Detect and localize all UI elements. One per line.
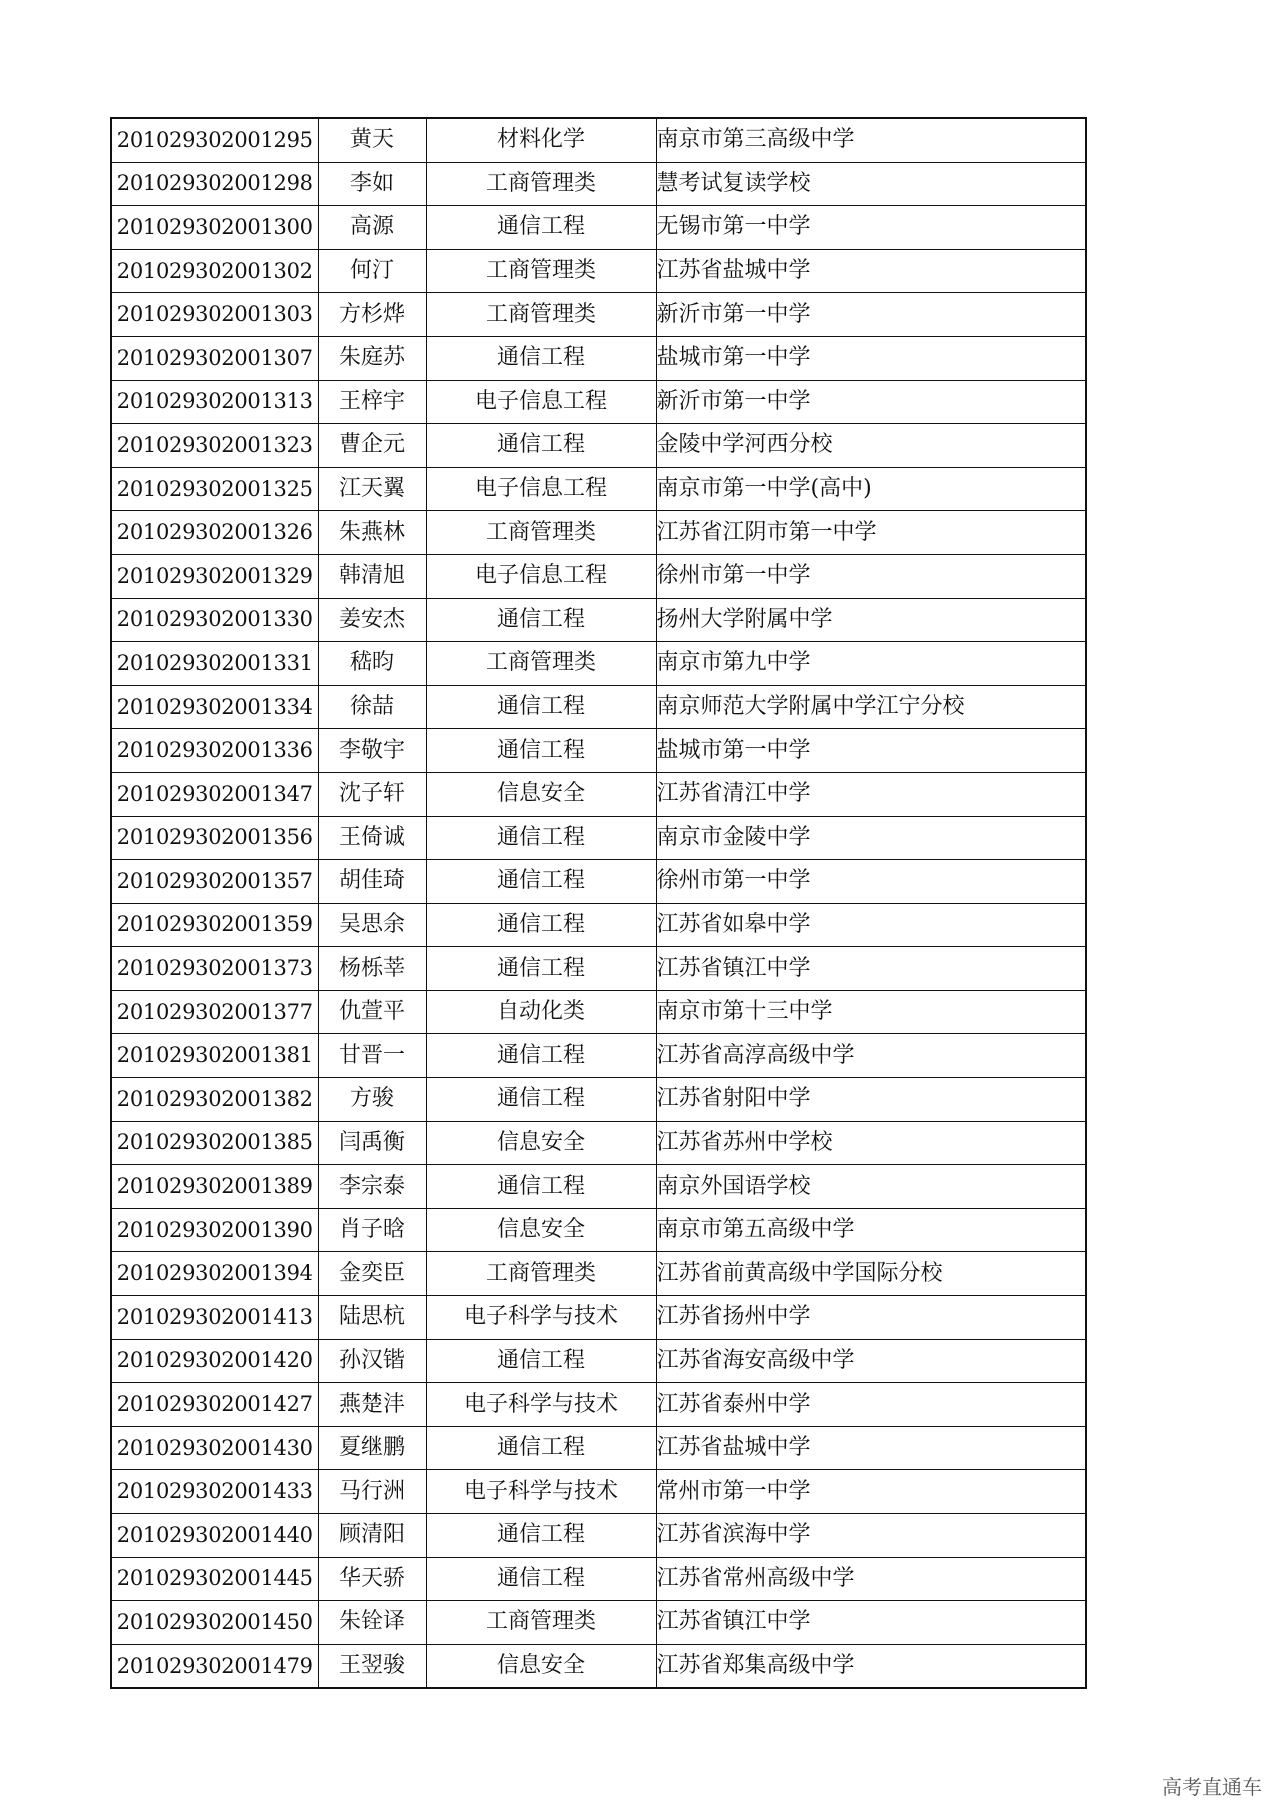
candidate-id-cell: 201029302001357 [111, 860, 318, 904]
school-cell: 扬州大学附属中学 [656, 598, 1086, 642]
major-cell: 通信工程 [426, 1426, 656, 1470]
school-cell: 新沂市第一中学 [656, 293, 1086, 337]
major-cell: 信息安全 [426, 1644, 656, 1688]
candidate-id-cell: 201029302001329 [111, 554, 318, 598]
major-cell: 通信工程 [426, 816, 656, 860]
candidate-id-cell: 201029302001300 [111, 206, 318, 250]
candidate-id-cell: 201029302001331 [111, 642, 318, 686]
major-cell: 工商管理类 [426, 1601, 656, 1645]
candidate-id-cell: 201029302001394 [111, 1252, 318, 1296]
major-cell: 工商管理类 [426, 642, 656, 686]
table-row [111, 249, 1086, 293]
name-cell: 王梓宇 [318, 380, 426, 424]
candidate-id-cell: 201029302001381 [111, 1034, 318, 1078]
table-row [111, 990, 1086, 1034]
school-cell: 江苏省常州高级中学 [656, 1557, 1086, 1601]
table-row [111, 554, 1086, 598]
candidate-id-cell: 201029302001323 [111, 424, 318, 468]
table-row [111, 380, 1086, 424]
major-cell: 电子科学与技术 [426, 1470, 656, 1514]
table-row [111, 1208, 1086, 1252]
candidate-id-cell: 201029302001313 [111, 380, 318, 424]
table-row [111, 118, 1086, 162]
candidate-id-cell: 201029302001325 [111, 467, 318, 511]
name-cell: 孙汉锴 [318, 1339, 426, 1383]
school-cell: 江苏省盐城中学 [656, 249, 1086, 293]
candidate-id-cell: 201029302001440 [111, 1514, 318, 1558]
school-cell: 江苏省江阴市第一中学 [656, 511, 1086, 555]
table-row [111, 1383, 1086, 1427]
name-cell: 曹企元 [318, 424, 426, 468]
candidate-id-cell: 201029302001347 [111, 772, 318, 816]
major-cell: 通信工程 [426, 1339, 656, 1383]
major-cell: 电子信息工程 [426, 467, 656, 511]
candidate-id-cell: 201029302001373 [111, 947, 318, 991]
school-cell: 南京市金陵中学 [656, 816, 1086, 860]
school-cell: 新沂市第一中学 [656, 380, 1086, 424]
name-cell: 朱燕林 [318, 511, 426, 555]
major-cell: 电子信息工程 [426, 554, 656, 598]
name-cell: 江天翼 [318, 467, 426, 511]
school-cell: 江苏省泰州中学 [656, 1383, 1086, 1427]
table-row [111, 685, 1086, 729]
table-row [111, 162, 1086, 206]
major-cell: 电子信息工程 [426, 380, 656, 424]
school-cell: 江苏省郑集高级中学 [656, 1644, 1086, 1688]
name-cell: 仇萱平 [318, 990, 426, 1034]
school-cell: 江苏省滨海中学 [656, 1514, 1086, 1558]
candidate-id-cell: 201029302001377 [111, 990, 318, 1034]
major-cell: 通信工程 [426, 903, 656, 947]
school-cell: 南京市第九中学 [656, 642, 1086, 686]
name-cell: 沈子轩 [318, 772, 426, 816]
candidate-id-cell: 201029302001382 [111, 1078, 318, 1122]
name-cell: 徐喆 [318, 685, 426, 729]
school-cell: 常州市第一中学 [656, 1470, 1086, 1514]
candidate-id-cell: 201029302001420 [111, 1339, 318, 1383]
school-cell: 南京市第十三中学 [656, 990, 1086, 1034]
name-cell: 杨栎莘 [318, 947, 426, 991]
name-cell: 李敬宇 [318, 729, 426, 773]
name-cell: 吴思余 [318, 903, 426, 947]
name-cell: 黄天 [318, 118, 426, 162]
name-cell: 肖子晗 [318, 1208, 426, 1252]
candidate-id-cell: 201029302001298 [111, 162, 318, 206]
candidate-id-cell: 201029302001413 [111, 1296, 318, 1340]
major-cell: 工商管理类 [426, 293, 656, 337]
major-cell: 信息安全 [426, 1121, 656, 1165]
table-row [111, 903, 1086, 947]
candidate-id-cell: 201029302001356 [111, 816, 318, 860]
candidate-id-cell: 201029302001303 [111, 293, 318, 337]
table-row [111, 1557, 1086, 1601]
table-row [111, 947, 1086, 991]
table-row [111, 1078, 1086, 1122]
school-cell: 盐城市第一中学 [656, 336, 1086, 380]
name-cell: 韩清旭 [318, 554, 426, 598]
school-cell: 江苏省镇江中学 [656, 947, 1086, 991]
watermark: 高考直通车 [1162, 1775, 1262, 1799]
major-cell: 通信工程 [426, 1557, 656, 1601]
name-cell: 姜安杰 [318, 598, 426, 642]
candidate-id-cell: 201029302001433 [111, 1470, 318, 1514]
school-cell: 盐城市第一中学 [656, 729, 1086, 773]
table-row [111, 816, 1086, 860]
major-cell: 信息安全 [426, 772, 656, 816]
school-cell: 南京市第三高级中学 [656, 118, 1086, 162]
major-cell: 通信工程 [426, 424, 656, 468]
major-cell: 通信工程 [426, 1034, 656, 1078]
name-cell: 闫禹衡 [318, 1121, 426, 1165]
major-cell: 电子科学与技术 [426, 1383, 656, 1427]
school-cell: 无锡市第一中学 [656, 206, 1086, 250]
table-row [111, 1034, 1086, 1078]
major-cell: 通信工程 [426, 336, 656, 380]
school-cell: 江苏省扬州中学 [656, 1296, 1086, 1340]
school-cell: 江苏省海安高级中学 [656, 1339, 1086, 1383]
name-cell: 华天骄 [318, 1557, 426, 1601]
major-cell: 通信工程 [426, 860, 656, 904]
candidate-id-cell: 201029302001295 [111, 118, 318, 162]
table-row [111, 1514, 1086, 1558]
admission-table [110, 117, 1087, 1689]
table-row [111, 206, 1086, 250]
candidate-id-cell: 201029302001307 [111, 336, 318, 380]
name-cell: 朱铨译 [318, 1601, 426, 1645]
table-row [111, 1644, 1086, 1688]
major-cell: 通信工程 [426, 1078, 656, 1122]
table-row [111, 772, 1086, 816]
major-cell: 通信工程 [426, 1514, 656, 1558]
major-cell: 自动化类 [426, 990, 656, 1034]
table-row [111, 467, 1086, 511]
name-cell: 方骏 [318, 1078, 426, 1122]
school-cell: 慧考试复读学校 [656, 162, 1086, 206]
major-cell: 工商管理类 [426, 249, 656, 293]
name-cell: 燕楚沣 [318, 1383, 426, 1427]
table-row [111, 511, 1086, 555]
table-row [111, 424, 1086, 468]
candidate-id-cell: 201029302001389 [111, 1165, 318, 1209]
name-cell: 高源 [318, 206, 426, 250]
candidate-id-cell: 201029302001334 [111, 685, 318, 729]
school-cell: 江苏省高淳高级中学 [656, 1034, 1086, 1078]
candidate-id-cell: 201029302001430 [111, 1426, 318, 1470]
table-row [111, 860, 1086, 904]
name-cell: 甘晋一 [318, 1034, 426, 1078]
school-cell: 江苏省镇江中学 [656, 1601, 1086, 1645]
candidate-id-cell: 201029302001326 [111, 511, 318, 555]
name-cell: 王倚诚 [318, 816, 426, 860]
candidate-id-cell: 201029302001385 [111, 1121, 318, 1165]
school-cell: 江苏省清江中学 [656, 772, 1086, 816]
candidate-id-cell: 201029302001445 [111, 1557, 318, 1601]
table-row [111, 598, 1086, 642]
table-row [111, 1339, 1086, 1383]
school-cell: 江苏省前黄高级中学国际分校 [656, 1252, 1086, 1296]
major-cell: 通信工程 [426, 206, 656, 250]
table-row [111, 1121, 1086, 1165]
school-cell: 徐州市第一中学 [656, 554, 1086, 598]
name-cell: 马行洲 [318, 1470, 426, 1514]
candidate-id-cell: 201029302001302 [111, 249, 318, 293]
candidate-id-cell: 201029302001450 [111, 1601, 318, 1645]
major-cell: 通信工程 [426, 729, 656, 773]
name-cell: 夏继鹏 [318, 1426, 426, 1470]
major-cell: 电子科学与技术 [426, 1296, 656, 1340]
school-cell: 江苏省盐城中学 [656, 1426, 1086, 1470]
table-row [111, 1470, 1086, 1514]
table-row [111, 729, 1086, 773]
table-row [111, 1426, 1086, 1470]
school-cell: 南京市第一中学(高中) [656, 467, 1086, 511]
candidate-id-cell: 201029302001479 [111, 1644, 318, 1688]
table-row [111, 1165, 1086, 1209]
school-cell: 金陵中学河西分校 [656, 424, 1086, 468]
name-cell: 顾清阳 [318, 1514, 426, 1558]
major-cell: 信息安全 [426, 1208, 656, 1252]
school-cell: 南京外国语学校 [656, 1165, 1086, 1209]
admission-table-body [111, 118, 1086, 1688]
major-cell: 通信工程 [426, 685, 656, 729]
table-row [111, 336, 1086, 380]
name-cell: 嵇昀 [318, 642, 426, 686]
name-cell: 何汀 [318, 249, 426, 293]
name-cell: 李如 [318, 162, 426, 206]
table-row [111, 1601, 1086, 1645]
name-cell: 李宗泰 [318, 1165, 426, 1209]
major-cell: 工商管理类 [426, 162, 656, 206]
name-cell: 陆思杭 [318, 1296, 426, 1340]
major-cell: 通信工程 [426, 1165, 656, 1209]
table-row [111, 642, 1086, 686]
candidate-id-cell: 201029302001427 [111, 1383, 318, 1427]
school-cell: 南京市第五高级中学 [656, 1208, 1086, 1252]
major-cell: 工商管理类 [426, 1252, 656, 1296]
school-cell: 江苏省苏州中学校 [656, 1121, 1086, 1165]
name-cell: 金奕臣 [318, 1252, 426, 1296]
table-row [111, 1252, 1086, 1296]
school-cell: 江苏省如皋中学 [656, 903, 1086, 947]
major-cell: 材料化学 [426, 118, 656, 162]
table-row [111, 1296, 1086, 1340]
candidate-id-cell: 201029302001330 [111, 598, 318, 642]
major-cell: 工商管理类 [426, 511, 656, 555]
name-cell: 胡佳琦 [318, 860, 426, 904]
school-cell: 江苏省射阳中学 [656, 1078, 1086, 1122]
school-cell: 徐州市第一中学 [656, 860, 1086, 904]
name-cell: 王翌骏 [318, 1644, 426, 1688]
name-cell: 方杉烨 [318, 293, 426, 337]
major-cell: 通信工程 [426, 598, 656, 642]
name-cell: 朱庭苏 [318, 336, 426, 380]
major-cell: 通信工程 [426, 947, 656, 991]
candidate-id-cell: 201029302001359 [111, 903, 318, 947]
school-cell: 南京师范大学附属中学江宁分校 [656, 685, 1086, 729]
candidate-id-cell: 201029302001390 [111, 1208, 318, 1252]
table-row [111, 293, 1086, 337]
candidate-id-cell: 201029302001336 [111, 729, 318, 773]
